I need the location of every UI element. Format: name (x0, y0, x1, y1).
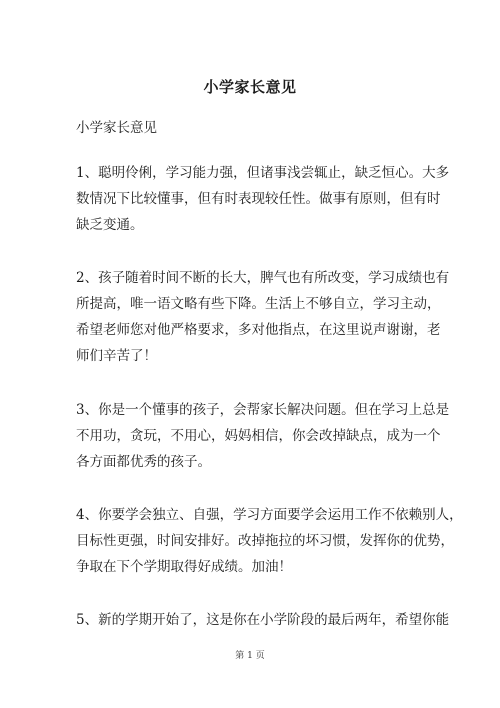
paragraph-line: 数情况下比较懂事，但有时表现较任性。做事有原则，但有时 (76, 191, 441, 207)
paragraph-line: 2、孩子随着时间不断的长大，脾气也有所改变，学习成绩也有 (76, 270, 450, 286)
paragraph-3 (76, 397, 450, 475)
paragraph-line: 目标性更强，时间安排好。改掉拖拉的坏习惯，发挥你的优势， (76, 533, 454, 549)
paragraph-line: 3、你是一个懂事的孩子，会帮家长解决问题。但在学习上总是 (76, 402, 450, 418)
paragraph-line: 希望老师您对他严格要求，多对他指点，在这里说声谢谢，老 (76, 322, 441, 338)
document-subtitle: 小学家长意见 (76, 120, 157, 136)
paragraph-line: 不用功，贪玩，不用心，妈妈相信，你会改掉缺点，成为一个 (76, 428, 441, 444)
document-title: 小学家长意见 (203, 78, 297, 96)
paragraph-line: 争取在下个学期取得好成绩。加油！ (76, 559, 292, 575)
paragraph-line: 所提高，唯一语文略有些下降。生活上不够自立，学习主动， (76, 296, 441, 312)
paragraph-line: 缺乏变通。 (76, 217, 144, 233)
paragraph-line: 1、聪明伶俐，学习能力强，但诸事浅尝辄止，缺乏恒心。大多 (76, 165, 450, 181)
page-number: 第 1 页 (235, 651, 265, 661)
paragraph-1 (76, 160, 450, 238)
paragraph-line: 各方面都优秀的孩子。 (76, 454, 211, 470)
paragraph-line: 4、你要学会独立、自强，学习方面要学会运用工作不依赖别人， (76, 507, 463, 523)
paragraph-4 (76, 502, 463, 580)
paragraph-2 (76, 265, 450, 369)
paragraph-5 (76, 607, 450, 633)
paragraph-line: 师们辛苦了！ (76, 348, 157, 364)
paragraph-line: 5、新的学期开始了，这是你在小学阶段的最后两年，希望你能 (76, 612, 450, 628)
